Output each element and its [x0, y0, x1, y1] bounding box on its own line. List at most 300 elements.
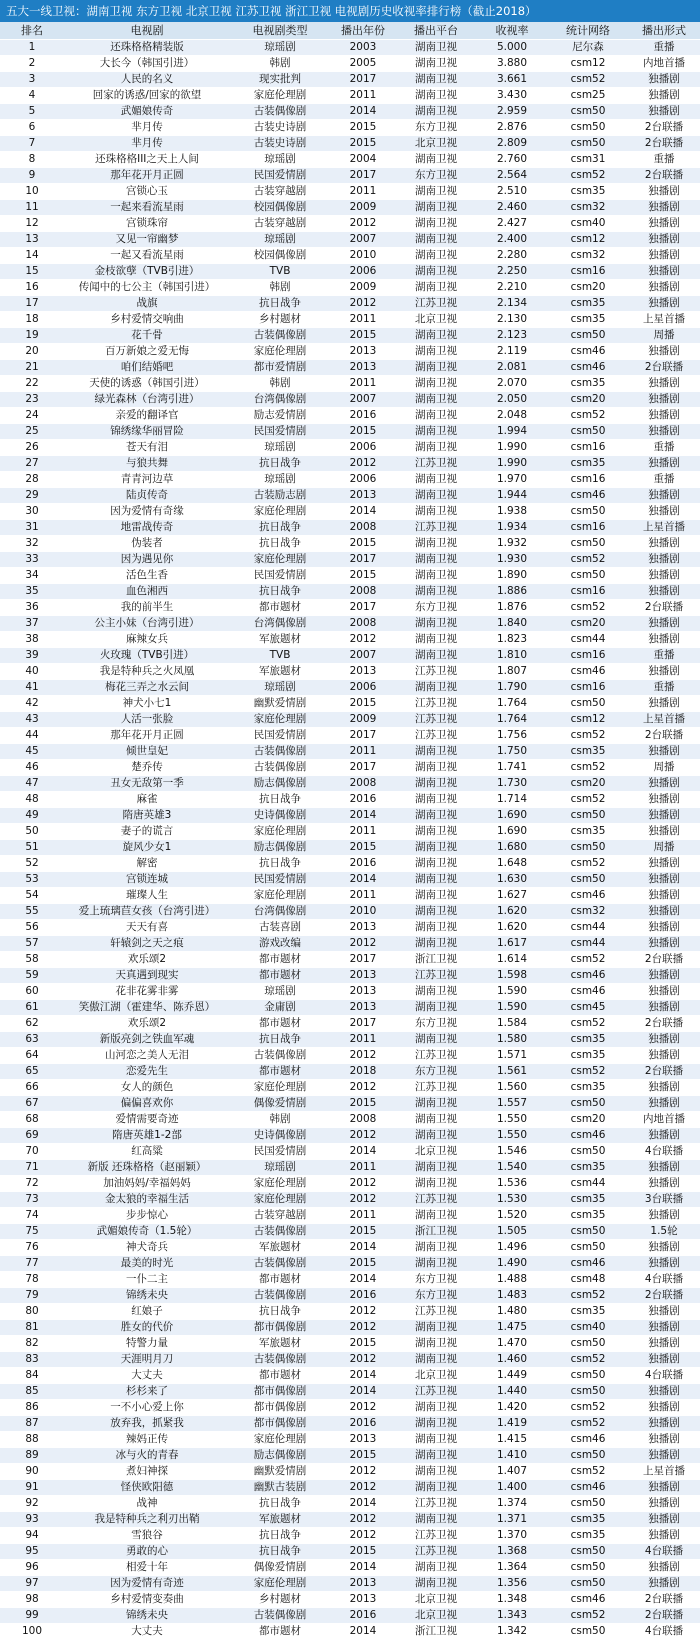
genre-cell: TVB — [230, 648, 330, 664]
year-cell: 2012 — [330, 1080, 396, 1096]
rating-cell: 2.400 — [476, 232, 548, 248]
platform-cell: 江苏卫视 — [396, 1528, 476, 1544]
genre-cell: 民国爱情剧 — [230, 728, 330, 744]
network-cell: csm46 — [548, 664, 628, 680]
network-cell: csm16 — [548, 584, 628, 600]
rating-cell: 1.886 — [476, 584, 548, 600]
broadcast-type-cell: 独播剧 — [628, 232, 700, 248]
drama-cell: 那年花开月正圆 — [64, 168, 230, 184]
platform-cell: 东方卫视 — [396, 600, 476, 616]
platform-cell: 北京卫视 — [396, 312, 476, 328]
year-cell: 2014 — [330, 808, 396, 824]
table-row — [0, 1112, 700, 1128]
table-row — [0, 424, 700, 440]
table-row — [0, 536, 700, 552]
network-cell: csm20 — [548, 616, 628, 632]
broadcast-type-cell: 独播剧 — [628, 248, 700, 264]
platform-cell: 湖南卫视 — [396, 1560, 476, 1576]
rating-cell: 1.620 — [476, 904, 548, 920]
platform-cell: 湖南卫视 — [396, 584, 476, 600]
year-cell: 2011 — [330, 744, 396, 760]
table-row — [0, 856, 700, 872]
table-row — [0, 504, 700, 520]
genre-cell: 韩剧 — [230, 1112, 330, 1128]
drama-cell: 天天有喜 — [64, 920, 230, 936]
broadcast-type-cell: 独播剧 — [628, 280, 700, 296]
platform-cell: 湖南卫视 — [396, 472, 476, 488]
rank-cell: 81 — [0, 1320, 64, 1336]
network-cell: csm20 — [548, 1112, 628, 1128]
table-row — [0, 1240, 700, 1256]
network-cell: csm44 — [548, 632, 628, 648]
rating-cell: 1.342 — [476, 1624, 548, 1640]
rank-cell: 98 — [0, 1592, 64, 1608]
platform-cell: 湖南卫视 — [396, 1176, 476, 1192]
drama-cell: 楚乔传 — [64, 760, 230, 776]
broadcast-type-cell: 独播剧 — [628, 824, 700, 840]
platform-cell: 江苏卫视 — [396, 1384, 476, 1400]
network-cell: csm52 — [548, 600, 628, 616]
broadcast-type-cell: 内地首播 — [628, 1112, 700, 1128]
broadcast-type-cell: 独播剧 — [628, 88, 700, 104]
drama-cell: 回家的诱惑/回家的欲望 — [64, 88, 230, 104]
broadcast-type-cell: 独播剧 — [628, 296, 700, 312]
drama-cell: 因为爱情有奇迹 — [64, 1576, 230, 1592]
network-cell: csm50 — [548, 1368, 628, 1384]
rating-cell: 1.400 — [476, 1480, 548, 1496]
year-cell: 2015 — [330, 1096, 396, 1112]
rating-cell: 2.564 — [476, 168, 548, 184]
table-row — [0, 792, 700, 808]
platform-cell: 东方卫视 — [396, 1064, 476, 1080]
year-cell: 2012 — [330, 1128, 396, 1144]
rank-cell: 39 — [0, 648, 64, 664]
platform-cell: 湖南卫视 — [396, 408, 476, 424]
broadcast-type-cell: 独播剧 — [628, 536, 700, 552]
table-row — [0, 1192, 700, 1208]
platform-cell: 湖南卫视 — [396, 504, 476, 520]
year-cell: 2006 — [330, 264, 396, 280]
broadcast-type-cell: 独播剧 — [628, 1560, 700, 1576]
genre-cell: 古装励志剧 — [230, 488, 330, 504]
genre-cell: 都市偶像剧 — [230, 1400, 330, 1416]
year-cell: 2016 — [330, 1416, 396, 1432]
drama-cell: 宫锁心玉 — [64, 184, 230, 200]
rating-cell: 1.750 — [476, 744, 548, 760]
genre-cell: 都市偶像剧 — [230, 1384, 330, 1400]
broadcast-type-cell: 独播剧 — [628, 504, 700, 520]
genre-cell: 抗日战争 — [230, 1304, 330, 1320]
network-cell: csm16 — [548, 520, 628, 536]
rating-cell: 1.730 — [476, 776, 548, 792]
rank-cell: 96 — [0, 1560, 64, 1576]
genre-cell: 古装穿越剧 — [230, 184, 330, 200]
platform-cell: 湖南卫视 — [396, 424, 476, 440]
year-cell: 2013 — [330, 1576, 396, 1592]
network-cell: csm50 — [548, 1240, 628, 1256]
drama-cell: 战神 — [64, 1496, 230, 1512]
rating-cell: 1.876 — [476, 600, 548, 616]
network-cell: csm52 — [548, 952, 628, 968]
platform-cell: 湖南卫视 — [396, 328, 476, 344]
platform-cell: 江苏卫视 — [396, 968, 476, 984]
drama-cell: 绿光森林（台湾引进） — [64, 392, 230, 408]
year-cell: 2011 — [330, 1208, 396, 1224]
network-cell: csm32 — [548, 200, 628, 216]
rank-cell: 66 — [0, 1080, 64, 1096]
table-body — [0, 40, 700, 1640]
drama-cell: 璀璨人生 — [64, 888, 230, 904]
rating-cell: 1.550 — [476, 1112, 548, 1128]
rank-cell: 29 — [0, 488, 64, 504]
drama-cell: 相爱十年 — [64, 1560, 230, 1576]
broadcast-type-cell: 4台联播 — [628, 1624, 700, 1640]
year-cell: 2016 — [330, 1288, 396, 1304]
rating-cell: 2.130 — [476, 312, 548, 328]
year-cell: 2017 — [330, 1016, 396, 1032]
table-row — [0, 1560, 700, 1576]
rating-cell: 1.488 — [476, 1272, 548, 1288]
rank-cell: 14 — [0, 248, 64, 264]
network-cell: csm50 — [548, 1560, 628, 1576]
genre-cell: 台湾偶像剧 — [230, 392, 330, 408]
network-cell: csm46 — [548, 360, 628, 376]
network-cell: csm44 — [548, 1176, 628, 1192]
rank-cell: 1 — [0, 40, 64, 56]
table-row — [0, 840, 700, 856]
rating-cell: 1.630 — [476, 872, 548, 888]
broadcast-type-cell: 2台联播 — [628, 1016, 700, 1032]
drama-cell: 辣妈正传 — [64, 1432, 230, 1448]
network-cell: csm50 — [548, 504, 628, 520]
rank-cell: 59 — [0, 968, 64, 984]
platform-cell: 湖南卫视 — [396, 72, 476, 88]
drama-cell: 雪狼谷 — [64, 1528, 230, 1544]
rank-cell: 56 — [0, 920, 64, 936]
network-cell: csm46 — [548, 984, 628, 1000]
broadcast-type-cell: 独播剧 — [628, 1176, 700, 1192]
table-row — [0, 872, 700, 888]
header-genre: 电视剧类型 — [230, 22, 330, 40]
rank-cell: 84 — [0, 1368, 64, 1384]
table-row — [0, 664, 700, 680]
rank-cell: 10 — [0, 184, 64, 200]
platform-cell: 江苏卫视 — [396, 712, 476, 728]
year-cell: 2012 — [330, 1048, 396, 1064]
platform-cell: 湖南卫视 — [396, 1480, 476, 1496]
drama-cell: 因为爱情有奇缘 — [64, 504, 230, 520]
platform-cell: 东方卫视 — [396, 168, 476, 184]
drama-cell: 特警力量 — [64, 1336, 230, 1352]
platform-cell: 江苏卫视 — [396, 1496, 476, 1512]
drama-cell: 爱情需要奇迹 — [64, 1112, 230, 1128]
genre-cell: 抗日战争 — [230, 792, 330, 808]
broadcast-type-cell: 2台联播 — [628, 136, 700, 152]
table-row — [0, 648, 700, 664]
rating-cell: 1.356 — [476, 1576, 548, 1592]
genre-cell: 民国爱情剧 — [230, 872, 330, 888]
drama-cell: 乡村爱情变奏曲 — [64, 1592, 230, 1608]
drama-cell: 锦绣缘华丽冒险 — [64, 424, 230, 440]
network-cell: csm35 — [548, 312, 628, 328]
broadcast-type-cell: 独播剧 — [628, 1336, 700, 1352]
year-cell: 2017 — [330, 72, 396, 88]
rating-cell: 1.460 — [476, 1352, 548, 1368]
broadcast-type-cell: 独播剧 — [628, 664, 700, 680]
year-cell: 2013 — [330, 920, 396, 936]
network-cell: csm12 — [548, 232, 628, 248]
rank-cell: 48 — [0, 792, 64, 808]
platform-cell: 湖南卫视 — [396, 1320, 476, 1336]
drama-cell: 麻辣女兵 — [64, 632, 230, 648]
network-cell: csm52 — [548, 792, 628, 808]
drama-cell: 女人的颜色 — [64, 1080, 230, 1096]
network-cell: csm50 — [548, 1336, 628, 1352]
year-cell: 2012 — [330, 1512, 396, 1528]
broadcast-type-cell: 独播剧 — [628, 696, 700, 712]
table-row — [0, 120, 700, 136]
drama-cell: 丑女无敌第一季 — [64, 776, 230, 792]
genre-cell: 抗日战争 — [230, 1496, 330, 1512]
rank-cell: 26 — [0, 440, 64, 456]
drama-cell: 轩辕剑之天之痕 — [64, 936, 230, 952]
rating-cell: 1.368 — [476, 1544, 548, 1560]
platform-cell: 江苏卫视 — [396, 520, 476, 536]
header-year: 播出年份 — [330, 22, 396, 40]
platform-cell: 湖南卫视 — [396, 488, 476, 504]
table-row — [0, 760, 700, 776]
drama-cell: 红高粱 — [64, 1144, 230, 1160]
broadcast-type-cell: 独播剧 — [628, 1208, 700, 1224]
rank-cell: 36 — [0, 600, 64, 616]
rating-cell: 1.970 — [476, 472, 548, 488]
broadcast-type-cell: 独播剧 — [628, 1384, 700, 1400]
rating-cell: 2.048 — [476, 408, 548, 424]
network-cell: csm20 — [548, 776, 628, 792]
rating-cell: 3.430 — [476, 88, 548, 104]
year-cell: 2016 — [330, 792, 396, 808]
genre-cell: 家庭伦理剧 — [230, 1176, 330, 1192]
rating-cell: 1.419 — [476, 1416, 548, 1432]
broadcast-type-cell: 重播 — [628, 40, 700, 56]
table-row — [0, 1064, 700, 1080]
table-row — [0, 600, 700, 616]
table-row — [0, 136, 700, 152]
platform-cell: 湖南卫视 — [396, 264, 476, 280]
drama-cell: 欢乐颂2 — [64, 1016, 230, 1032]
rating-cell: 1.930 — [476, 552, 548, 568]
table-row — [0, 40, 700, 56]
platform-cell: 江苏卫视 — [396, 456, 476, 472]
year-cell: 2014 — [330, 1144, 396, 1160]
table-row — [0, 376, 700, 392]
table-row — [0, 904, 700, 920]
network-cell: csm52 — [548, 1064, 628, 1080]
rating-cell: 3.880 — [476, 56, 548, 72]
rating-cell: 1.571 — [476, 1048, 548, 1064]
broadcast-type-cell: 独播剧 — [628, 200, 700, 216]
year-cell: 2015 — [330, 536, 396, 552]
year-cell: 2013 — [330, 1592, 396, 1608]
genre-cell: 励志爱情剧 — [230, 408, 330, 424]
table-title: 五大一线卫视：湖南卫视 东方卫视 北京卫视 江苏卫视 浙江卫视 电视剧历史收视率排行榜（截止2018） — [0, 0, 700, 22]
rating-cell: 1.810 — [476, 648, 548, 664]
year-cell: 2009 — [330, 712, 396, 728]
year-cell: 2011 — [330, 888, 396, 904]
drama-cell: 怪侠欧阳德 — [64, 1480, 230, 1496]
table-row — [0, 104, 700, 120]
drama-cell: 步步惊心 — [64, 1208, 230, 1224]
rank-cell: 12 — [0, 216, 64, 232]
rating-cell: 2.959 — [476, 104, 548, 120]
rating-cell: 1.348 — [476, 1592, 548, 1608]
broadcast-type-cell: 独播剧 — [628, 1480, 700, 1496]
rank-cell: 94 — [0, 1528, 64, 1544]
rank-cell: 43 — [0, 712, 64, 728]
table-row — [0, 1048, 700, 1064]
network-cell: csm50 — [548, 1496, 628, 1512]
drama-cell: 山河恋之美人无泪 — [64, 1048, 230, 1064]
year-cell: 2012 — [330, 1400, 396, 1416]
table-row — [0, 440, 700, 456]
broadcast-type-cell: 独播剧 — [628, 488, 700, 504]
broadcast-type-cell: 独播剧 — [628, 808, 700, 824]
drama-cell: 红娘子 — [64, 1304, 230, 1320]
year-cell: 2006 — [330, 472, 396, 488]
drama-cell: 大丈夫 — [64, 1624, 230, 1640]
year-cell: 2015 — [330, 120, 396, 136]
rating-cell: 1.756 — [476, 728, 548, 744]
year-cell: 2014 — [330, 872, 396, 888]
rating-cell: 1.483 — [476, 1288, 548, 1304]
broadcast-type-cell: 独播剧 — [628, 1256, 700, 1272]
rating-cell: 1.540 — [476, 1160, 548, 1176]
platform-cell: 湖南卫视 — [396, 200, 476, 216]
network-cell: csm50 — [548, 1576, 628, 1592]
table-row — [0, 1480, 700, 1496]
rating-cell: 1.520 — [476, 1208, 548, 1224]
network-cell: csm35 — [548, 1160, 628, 1176]
platform-cell: 江苏卫视 — [396, 1080, 476, 1096]
genre-cell: 都市题材 — [230, 952, 330, 968]
genre-cell: 都市题材 — [230, 1368, 330, 1384]
table-row — [0, 808, 700, 824]
rank-cell: 4 — [0, 88, 64, 104]
genre-cell: 古装偶像剧 — [230, 328, 330, 344]
year-cell: 2011 — [330, 1160, 396, 1176]
network-cell: 尼尔森 — [548, 40, 628, 56]
platform-cell: 湖南卫视 — [396, 776, 476, 792]
network-cell: csm35 — [548, 1048, 628, 1064]
drama-cell: 煮妇神探 — [64, 1464, 230, 1480]
platform-cell: 湖南卫视 — [396, 616, 476, 632]
drama-cell: 大长今（韩国引进） — [64, 56, 230, 72]
rating-cell: 1.598 — [476, 968, 548, 984]
broadcast-type-cell: 独播剧 — [628, 1352, 700, 1368]
drama-cell: 芈月传 — [64, 120, 230, 136]
rank-cell: 89 — [0, 1448, 64, 1464]
broadcast-type-cell: 独播剧 — [628, 1128, 700, 1144]
rating-cell: 2.250 — [476, 264, 548, 280]
genre-cell: 金庸剧 — [230, 1000, 330, 1016]
drama-cell: 武媚娘传奇（1.5轮） — [64, 1224, 230, 1240]
network-cell: csm35 — [548, 376, 628, 392]
platform-cell: 湖南卫视 — [396, 1096, 476, 1112]
year-cell: 2015 — [330, 1256, 396, 1272]
table-row — [0, 568, 700, 584]
year-cell: 2008 — [330, 616, 396, 632]
year-cell: 2015 — [330, 1544, 396, 1560]
rank-cell: 25 — [0, 424, 64, 440]
rank-cell: 85 — [0, 1384, 64, 1400]
network-cell: csm50 — [548, 1624, 628, 1640]
genre-cell: 抗日战争 — [230, 536, 330, 552]
rating-cell: 2.050 — [476, 392, 548, 408]
table-row — [0, 184, 700, 200]
platform-cell: 湖南卫视 — [396, 1336, 476, 1352]
drama-cell: 新版亮剑之铁血军魂 — [64, 1032, 230, 1048]
platform-cell: 江苏卫视 — [396, 1544, 476, 1560]
rank-cell: 24 — [0, 408, 64, 424]
platform-cell: 湖南卫视 — [396, 40, 476, 56]
broadcast-type-cell: 独播剧 — [628, 984, 700, 1000]
broadcast-type-cell: 独播剧 — [628, 1400, 700, 1416]
table-row — [0, 152, 700, 168]
year-cell: 2014 — [330, 104, 396, 120]
platform-cell: 江苏卫视 — [396, 296, 476, 312]
platform-cell: 浙江卫视 — [396, 1624, 476, 1640]
genre-cell: 抗日战争 — [230, 520, 330, 536]
genre-cell: 都市偶像剧 — [230, 1320, 330, 1336]
year-cell: 2014 — [330, 1384, 396, 1400]
genre-cell: 幽默爱情剧 — [230, 1464, 330, 1480]
genre-cell: 民国爱情剧 — [230, 1144, 330, 1160]
platform-cell: 湖南卫视 — [396, 904, 476, 920]
drama-cell: 百万新娘之爱无悔 — [64, 344, 230, 360]
rank-cell: 76 — [0, 1240, 64, 1256]
rating-cell: 1.475 — [476, 1320, 548, 1336]
platform-cell: 湖南卫视 — [396, 888, 476, 904]
rating-cell: 1.580 — [476, 1032, 548, 1048]
genre-cell: 家庭伦理剧 — [230, 1576, 330, 1592]
platform-cell: 东方卫视 — [396, 120, 476, 136]
rank-cell: 46 — [0, 760, 64, 776]
rank-cell: 91 — [0, 1480, 64, 1496]
rating-cell: 1.648 — [476, 856, 548, 872]
platform-cell: 北京卫视 — [396, 1368, 476, 1384]
network-cell: csm50 — [548, 120, 628, 136]
platform-cell: 湖南卫视 — [396, 88, 476, 104]
network-cell: csm35 — [548, 744, 628, 760]
year-cell: 2012 — [330, 1176, 396, 1192]
rank-cell: 78 — [0, 1272, 64, 1288]
genre-cell: 琼瑶剧 — [230, 232, 330, 248]
drama-cell: 乡村爱情交响曲 — [64, 312, 230, 328]
platform-cell: 湖南卫视 — [396, 920, 476, 936]
genre-cell: 家庭伦理剧 — [230, 712, 330, 728]
year-cell: 2015 — [330, 1448, 396, 1464]
network-cell: csm16 — [548, 680, 628, 696]
table-row — [0, 1400, 700, 1416]
drama-cell: 我的前半生 — [64, 600, 230, 616]
year-cell: 2013 — [330, 1432, 396, 1448]
network-cell: csm52 — [548, 408, 628, 424]
rank-cell: 30 — [0, 504, 64, 520]
rank-cell: 55 — [0, 904, 64, 920]
network-cell: csm50 — [548, 696, 628, 712]
drama-cell: 公主小妹（台湾引进） — [64, 616, 230, 632]
genre-cell: 现实批判 — [230, 72, 330, 88]
